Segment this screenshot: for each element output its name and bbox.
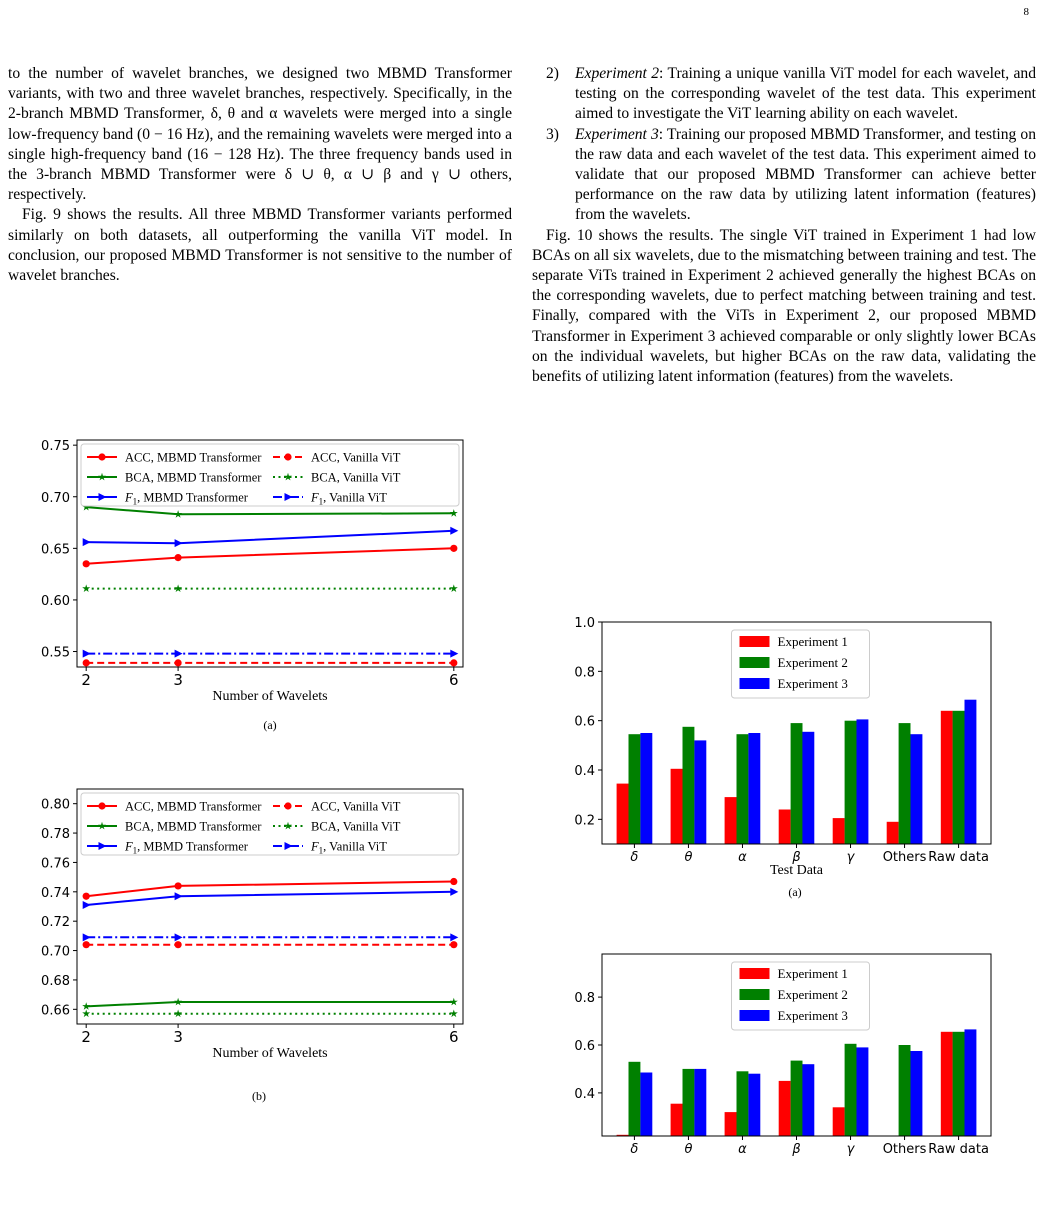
series-line-path xyxy=(86,507,454,514)
figure-caption: (a) xyxy=(263,718,277,732)
y-tick-label: 0.4 xyxy=(574,1086,595,1102)
legend-swatch xyxy=(740,657,770,668)
bar xyxy=(845,1044,857,1136)
x-tick-label: θ xyxy=(684,850,693,865)
x-tick-label: 2 xyxy=(81,1028,91,1046)
point xyxy=(450,941,457,948)
right-paragraph: Fig. 10 shows the results. The single ViT trained in Experiment 1 had low BCAs on all six wavelets, due to the mismatching between training and test. The separate ViTs trained in Experiment 2 achieved generally the highest BCAs on the corresponding wavelets, due to perfect matching between training and test. Finally, compared with the ViTs in Experiment 2, our proposed MBMD Transformer in Experiment 3 achieved comparable or only slightly lower BCAs on the individual wavelets, but higher BCAs on the raw data, validating the benefits of utilizing latent information (features) from the wavelets. xyxy=(532,226,1036,386)
legend-swatch xyxy=(740,678,770,689)
point xyxy=(175,539,183,547)
point xyxy=(450,888,458,896)
bar xyxy=(857,1047,869,1136)
bar-chart-10a xyxy=(540,610,1040,878)
x-tick-label: Others xyxy=(882,850,927,865)
legend-label: $F_1$, MBMD Transformer xyxy=(125,490,248,507)
y-tick-label: 0.75 xyxy=(41,439,70,455)
point xyxy=(83,933,91,941)
bar xyxy=(941,1032,953,1136)
x-tick-label: γ xyxy=(846,850,855,865)
legend-label: $F_1$, MBMD Transformer xyxy=(125,839,248,856)
x-tick-label: 6 xyxy=(449,1028,459,1046)
y-tick-label: 0.68 xyxy=(41,973,70,989)
x-axis-label: Number of Wavelets xyxy=(212,1046,328,1061)
bar xyxy=(640,1073,652,1137)
y-tick-label: 0.70 xyxy=(41,490,70,506)
bar xyxy=(671,1104,683,1136)
legend-label: Experiment 2 xyxy=(777,655,848,670)
bar xyxy=(965,1029,977,1136)
point xyxy=(83,893,90,900)
point xyxy=(175,892,183,900)
legend-label: BCA, Vanilla ViT xyxy=(311,819,401,834)
item-title: Experiment 3 xyxy=(575,125,659,143)
bar xyxy=(737,1071,749,1136)
legend-swatch xyxy=(740,989,770,1000)
series-line xyxy=(83,650,459,658)
series-line xyxy=(83,527,459,547)
bar xyxy=(953,711,965,844)
legend-swatch xyxy=(740,1010,770,1021)
figure-caption: (b) xyxy=(252,1089,266,1103)
experiment-list xyxy=(532,64,1036,226)
y-tick-label: 0.60 xyxy=(41,593,70,609)
legend-label: $F_1$, Vanilla ViT xyxy=(311,490,387,507)
y-tick-label: 0.4 xyxy=(574,764,595,779)
bar xyxy=(791,723,803,844)
legend-label: ACC, Vanilla ViT xyxy=(311,799,401,814)
bar xyxy=(725,1112,737,1136)
point xyxy=(98,802,105,809)
x-axis-label: Test Data xyxy=(769,863,824,878)
legend-label: ACC, Vanilla ViT xyxy=(311,450,401,465)
bar xyxy=(941,711,953,844)
x-tick-label: 6 xyxy=(449,671,459,689)
x-tick-label: δ xyxy=(630,850,639,865)
bar xyxy=(725,797,737,844)
x-tick-label: δ xyxy=(630,1142,639,1157)
bar xyxy=(857,719,869,844)
bar xyxy=(683,1069,695,1136)
point xyxy=(83,941,90,948)
legend-label: ACC, MBMD Transformer xyxy=(125,799,262,814)
point xyxy=(82,584,90,592)
point xyxy=(83,650,91,658)
point xyxy=(450,659,457,666)
x-tick-label: 3 xyxy=(173,671,183,689)
x-tick-label: β xyxy=(792,850,801,865)
point xyxy=(83,560,90,567)
legend-label: $F_1$, Vanilla ViT xyxy=(311,839,387,856)
y-tick-label: 0.6 xyxy=(574,1039,595,1054)
bar xyxy=(911,1051,923,1136)
bar xyxy=(683,727,695,844)
bar xyxy=(887,822,899,844)
legend xyxy=(732,962,870,1030)
series-line-path xyxy=(86,531,454,543)
x-tick-label: α xyxy=(738,850,747,865)
point xyxy=(450,545,457,552)
bar xyxy=(899,723,911,844)
page-number: 8 xyxy=(1023,6,1029,18)
line-chart-9b xyxy=(0,780,520,1080)
point xyxy=(450,933,458,941)
item-number: 2) xyxy=(546,65,559,82)
bar xyxy=(911,734,923,844)
y-tick-label: 0.80 xyxy=(41,797,70,813)
left-paragraph-1: to the number of wavelet branches, we designed two MBMD Transformer variants, with two and three wavelet branches, respectively. Specifically, in the 2-branch MBMD Transformer, δ, θ and α wavelets were merged into a single low-frequency band (0 − 16 Hz), and the remaining wavelets were merged into a single high-frequency band (16 − 128 Hz). The three frequency bands used in the 3-branch MBMD Transformer were δ ∪ θ, α ∪ β and γ ∪ others, respectively. xyxy=(8,65,512,204)
x-axis-label: Number of Wavelets xyxy=(212,689,328,704)
figure-10a xyxy=(540,610,1040,910)
y-tick-label: 0.78 xyxy=(41,827,70,843)
bar xyxy=(802,732,814,844)
bar xyxy=(617,784,629,844)
x-tick-label: 2 xyxy=(81,671,91,689)
bar xyxy=(845,721,857,844)
x-tick-label: Others xyxy=(882,1142,927,1157)
legend xyxy=(81,444,459,507)
legend-label: Experiment 3 xyxy=(777,1008,848,1023)
legend-label: Experiment 2 xyxy=(777,987,848,1002)
y-tick-label: 0.76 xyxy=(41,856,70,872)
point xyxy=(175,650,183,658)
legend-swatch xyxy=(740,968,770,979)
series-line xyxy=(83,878,458,900)
item-body: : Training a unique vanilla ViT model for each wavelet, and testing on the corresponding wavelet of the test data. This experiment aimed to investigate the ViT learning ability on each wavelet. xyxy=(575,65,1036,123)
y-tick-label: 0.70 xyxy=(41,944,70,960)
point xyxy=(284,453,291,460)
legend-label: BCA, Vanilla ViT xyxy=(311,470,401,485)
bar xyxy=(629,734,641,844)
bar xyxy=(694,740,706,844)
legend-label: BCA, MBMD Transformer xyxy=(125,819,262,834)
series-line xyxy=(83,933,459,941)
legend-label: Experiment 1 xyxy=(777,966,848,981)
bar xyxy=(833,818,845,844)
x-tick-label: γ xyxy=(846,1142,855,1157)
point xyxy=(174,659,181,666)
y-tick-label: 0.2 xyxy=(574,813,595,829)
bar-chart-10b xyxy=(540,946,1040,1206)
bar xyxy=(965,700,977,844)
y-tick-label: 0.6 xyxy=(574,714,595,730)
legend xyxy=(81,793,459,856)
line-chart-9a xyxy=(0,430,520,710)
item-body: : Training our proposed MBMD Transformer, and testing on the raw data and each wavelet of the test data. This experiment aimed to validate that our proposed MBMD Transformer can achieve better performance on the raw data by utilizing latent information (features) from the wavelets. xyxy=(575,125,1037,224)
y-tick-label: 0.8 xyxy=(574,665,595,681)
item-number: 3) xyxy=(546,125,559,143)
bar xyxy=(748,733,760,844)
series-line xyxy=(83,659,458,666)
point xyxy=(284,802,291,809)
series-line-path xyxy=(86,1002,454,1006)
legend-label: BCA, MBMD Transformer xyxy=(125,470,262,485)
experiment-item-2 xyxy=(532,64,1036,125)
figure-caption: (a) xyxy=(788,885,802,899)
bar xyxy=(791,1061,803,1136)
bar xyxy=(640,733,652,844)
bar xyxy=(629,1062,641,1136)
item-title: Experiment 2 xyxy=(575,65,660,82)
bar xyxy=(833,1107,845,1136)
series-line xyxy=(82,584,458,592)
bar xyxy=(671,769,683,844)
point xyxy=(175,933,183,941)
y-tick-label: 0.8 xyxy=(574,991,595,1007)
bar xyxy=(953,1032,965,1136)
bar xyxy=(779,1081,791,1136)
x-tick-label: Raw data xyxy=(928,1142,989,1157)
legend-label: ACC, MBMD Transformer xyxy=(125,450,262,465)
x-tick-label: α xyxy=(738,1142,747,1157)
y-tick-label: 0.65 xyxy=(41,542,70,558)
series-line-path xyxy=(86,548,454,564)
x-tick-label: 3 xyxy=(173,1028,183,1046)
x-tick-label: Raw data xyxy=(928,850,989,865)
series-line xyxy=(83,941,458,948)
bar xyxy=(694,1069,706,1136)
right-column-text xyxy=(532,64,1036,387)
x-tick-label: β xyxy=(792,1142,801,1157)
series-line xyxy=(83,545,458,568)
y-tick-label: 0.55 xyxy=(41,645,70,661)
figure-10b xyxy=(540,946,1040,1157)
figure-9a xyxy=(0,430,520,760)
y-tick-label: 0.66 xyxy=(41,1003,70,1019)
y-tick-label: 1.0 xyxy=(574,616,595,631)
point xyxy=(450,650,458,658)
point xyxy=(174,941,181,948)
point xyxy=(82,1010,90,1018)
x-tick-label: θ xyxy=(684,1142,693,1157)
figure-9b xyxy=(0,780,520,1110)
experiment-item-3 xyxy=(532,125,1036,226)
series-line xyxy=(82,998,458,1010)
point xyxy=(98,453,105,460)
series-line xyxy=(82,1010,458,1018)
series-line-path xyxy=(86,892,454,905)
point xyxy=(83,538,91,546)
legend-label: Experiment 1 xyxy=(777,634,848,649)
y-tick-label: 0.72 xyxy=(41,915,70,931)
bar xyxy=(779,810,791,845)
point xyxy=(174,882,181,889)
legend-label: Experiment 3 xyxy=(777,676,848,691)
legend-swatch xyxy=(740,636,770,647)
left-column-text xyxy=(8,64,512,286)
bar xyxy=(802,1064,814,1136)
bar xyxy=(737,734,749,844)
left-paragraph-2: Fig. 9 shows the results. All three MBMD Transformer variants performed similarly on both datasets, all outperforming the vanilla ViT model. In conclusion, our proposed MBMD Transformer is not sensitive to the number of wavelet branches. xyxy=(8,206,512,285)
bar xyxy=(748,1074,760,1136)
y-tick-label: 0.74 xyxy=(41,885,70,901)
legend xyxy=(732,630,870,698)
point xyxy=(450,878,457,885)
point xyxy=(83,659,90,666)
point xyxy=(450,527,458,535)
bar xyxy=(899,1045,911,1136)
point xyxy=(174,554,181,561)
point xyxy=(83,901,91,909)
